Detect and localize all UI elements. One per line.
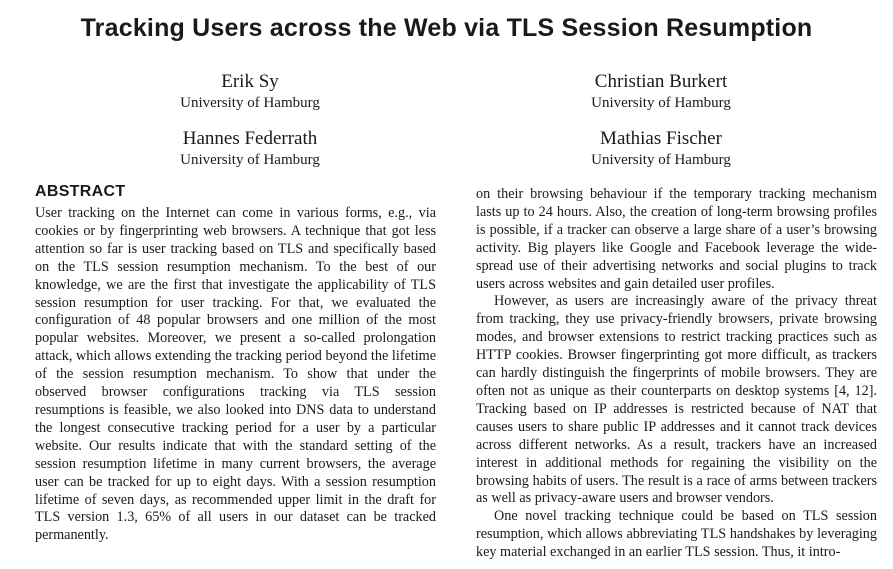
author-block [100,71,400,113]
author-name: Hannes Federrath [182,128,318,149]
paper-title: Tracking Users across the Web via TLS Session Resumption [80,14,813,42]
author-name: Mathias Fischer [600,128,722,149]
abstract-heading: ABSTRACT [35,183,126,200]
author-affiliation: University of Hamburg [591,95,731,111]
abstract-text: User tracking on the Internet can come in various forms, e.g., via cookies or by fingerprinting web browsers. A technique that got less attention so far is user tracking based on TLS and specifically based on the TLS session resumption mechanism. To the best of our knowledge, we are the first that investigate the applicability of TLS session resumption for user tracking. For that, we evaluated the configuration of 48 popular browsers and one million of the most popular websites. Moreover, we present a so-called prolongation attack, which allows extending the tracking period beyond the lifetime of the session resumption mechanism. To show that under the observed browser configurations tracking via TLS session resumptions is feasible, we also looked into DNS data to understand the longest consecutive tracking period for a user by a particular website. Our results indicate that with the standard setting of the session resumption lifetime in many current browsers, the average user can be tracked for up to eight days. With a session resumption lifetime of seven days, as recommended upper limit in the draft for TLS version 1.3, 65% of all users in our dataset can be tracked permanently. [35,205,436,544]
author-block [511,71,811,113]
body-paragraph: One novel tracking technique could be based on TLS session resumption, which allows abbreviating TLS handshakes by leveraging key material exchanged in an earlier TLS session. Thus, it intro- [476,508,877,561]
left-column [35,183,436,545]
author-affiliation: University of Hamburg [180,95,320,111]
body-paragraph: on their browsing behaviour if the temporary tracking mechanism lasts up to 24 hours. Also, the creation of long-term browsing profiles is possible, if a tracker can observe a large share of a user’s browsing activity. Big players like Google and Facebook leverage the wide-spread use of their advertising networks and social plugins to track users across websites and gain detailed user profiles. [476,186,877,292]
author-name: Christian Burkert [594,71,728,92]
author-affiliation: University of Hamburg [591,152,731,168]
author-affiliation: University of Hamburg [180,152,320,168]
author-block [100,128,400,170]
author-block [511,128,811,170]
right-column [476,186,877,562]
author-name: Erik Sy [221,71,279,92]
body-paragraph: However, as users are increasingly aware of the privacy threat from tracking, they use privacy-friendly browsers, private browsing modes, and browser extensions to restrict tracking practices such as HTTP cookies. Browser fingerprinting got more difficult, as trackers can hardly distinguish the fingerprints of mobile browsers. They are often not as unique as their counterparts on desktop systems [4, 12]. Tracking based on IP addresses is restricted because of NAT that causes users to share public IP addresses and it cannot track devices across different networks. As a result, trackers have an increased interest in additional methods for regaining the visibility on the browsing habits of users. The result is a race of arms between trackers as well as privacy-aware users and browser vendors. [476,293,877,507]
